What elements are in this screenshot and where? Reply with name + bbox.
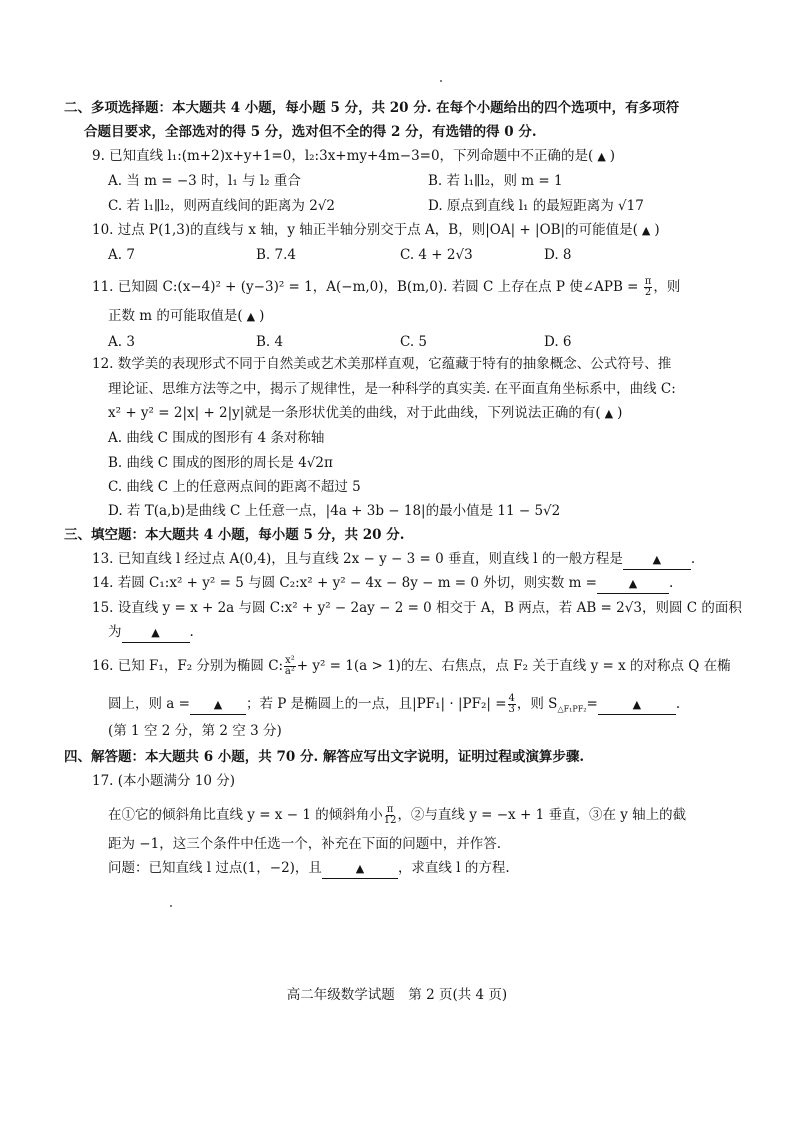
- section2-header: 二、多项选择题：本大题共 4 小题，每小题 5 分，共 20 分. 在每个小题给出的四个选项中，有多项符: [64, 100, 680, 116]
- q10-option-d: D. 8: [544, 247, 572, 263]
- q11-option-a: A. 3: [108, 334, 135, 350]
- triangle-icon: ▲: [632, 698, 642, 711]
- section3-header: 三、填空题：本大题共 4 小题，每小题 5 分，共 20 分.: [64, 527, 405, 543]
- q12-line-1: 12. 数学美的表现形式不同于自然美或艺术美那样直观，它蕴藏于特有的抽象概念、公式符号、推: [92, 356, 672, 372]
- scan-speck: [170, 905, 172, 907]
- answer-blank: [322, 859, 398, 879]
- q12-line-3: x² + y² = 2|x| + 2|y|就是一条形状优美的曲线，对于此曲线，下列说法正确的有( ▲ ): [108, 402, 622, 425]
- q12-option-a: A. 曲线 C 围成的图形有 4 条对称轴: [108, 430, 325, 446]
- answer-blank: [598, 695, 676, 715]
- q16-line-2: 圆上，则 a = ▲ ；若 P 是椭圆上的一点，且|PF₁| · |PF₂| = $\frac{4}{3}$ ，则 $S_{\triangle F_1PF_2}=$ ▲ .: [108, 693, 681, 715]
- q11-stem-post: ，则: [653, 279, 681, 295]
- answer-blank: [623, 550, 691, 570]
- q17-line-1: 在①它的倾斜角比直线 y = x − 1 的倾斜角小 $\frac{\pi}{12}$ ，②与直线 y = −x + 1 垂直，③在 y 轴上的截: [108, 804, 687, 826]
- q16-score-note: (第 1 空 2 分，第 2 空 3 分): [108, 723, 282, 739]
- question-13: 13. 已知直线 l 经过点 A(0,4)，且与直线 2x − y − 3 = 0 垂直，则直线 l 的一般方程是 ▲ .: [92, 548, 695, 570]
- q9-option-b: B. 若 l₁∥l₂，则 m = 1: [428, 173, 563, 189]
- q11-option-b: B. 4: [256, 334, 284, 350]
- q10-stem: 10. 过点 P(1,3)的直线与 x 轴，y 轴正半轴分别交于点 A，B，则|OA| + |OB|的可能值是(: [92, 222, 638, 238]
- fraction-x2-over-a2: $\frac{\text{x²}}{\text{a²}}$: [284, 655, 295, 677]
- triangle-icon: ▲: [628, 577, 638, 590]
- triangle-icon: ▲: [641, 224, 651, 237]
- q17-line-2: 距为 −1，这三个条件中任选一个，补充在下面的问题中，并作答.: [108, 836, 501, 852]
- question-10: [92, 219, 660, 242]
- q10-option-c: C. 4 + 2√3: [400, 247, 473, 263]
- q15-line-2: 为 ▲ .: [108, 621, 194, 643]
- q11-stem-cont: 正数 m 的可能取值是(: [108, 308, 243, 324]
- q9-option-a: A. 当 m = −3 时，l₁ 与 l₂ 重合: [108, 173, 301, 189]
- triangle-icon: ▲: [604, 407, 614, 420]
- page-footer: 高二年级数学试题 第 2 页(共 4 页): [286, 987, 508, 1003]
- triangle-icon: ▲: [652, 553, 662, 566]
- q10-stem-end: ): [654, 222, 660, 238]
- triangle-icon: ▲: [246, 310, 256, 323]
- q16-line-1: 16. 已知 F₁，F₂ 分别为椭圆 C: $\frac{\text{x²}}{\text{a²}}$ + y² = 1(a > 1)的左、右焦点，点 F₂ 关于直线 y = x 的对称点 Q 在椭: [92, 655, 731, 677]
- triangle-icon: ▲: [597, 150, 606, 163]
- q10-option-b: B. 7.4: [256, 247, 296, 263]
- q9-stem-end: ): [609, 148, 616, 164]
- q12-option-d: D. 若 T(a,b)是曲线 C 上任意一点，|4a + 3b − 18|的最小值是 11 − 5√2: [108, 503, 561, 519]
- question-11: [92, 276, 680, 298]
- answer-blank: [122, 623, 190, 643]
- question-11-cont: [108, 305, 264, 328]
- q15-line-1: 15. 设直线 y = x + 2a 与圆 C:x² + y² − 2ay − 2 = 0 相交于 A，B 两点，若 AB = 2√3，则圆 C 的面积: [92, 600, 742, 616]
- triangle-icon: ▲: [355, 862, 365, 875]
- answer-blank: [190, 695, 246, 715]
- section2-header-cont: 合题目要求，全部选对的得 5 分，选对但不全的得 2 分，有选错的得 0 分.: [84, 124, 537, 140]
- q12-option-b: B. 曲线 C 围成的图形的周长是 4√2π: [108, 455, 333, 471]
- section4-header: 四、解答题：本大题共 6 小题，共 70 分. 解答应写出文字说明，证明过程或演算步骤.: [64, 749, 585, 765]
- q12-line-2: 理论证、思维方法等之中，揭示了规律性，是一种科学的真实美. 在平面直角坐标系中，曲线 C:: [108, 381, 676, 397]
- q17-line-3: 问题：已知直线 l 过点(1，−2)，且 ▲ ，求直线 l 的方程.: [108, 857, 510, 879]
- q17-title: 17. (本小题满分 10 分): [92, 773, 236, 789]
- question-9: [92, 145, 615, 168]
- q11-option-d: D. 6: [544, 334, 572, 350]
- fraction-pi-over-2: $\frac{\pi}{2}$: [644, 276, 652, 298]
- answer-blank: [597, 574, 669, 594]
- q9-option-d: D. 原点到直线 l₁ 的最短距离为 √17: [428, 198, 644, 214]
- q9-option-c: C. 若 l₁∥l₂，则两直线间的距离为 2√2: [108, 198, 335, 214]
- question-14: 14. 若圆 C₁:x² + y² = 5 与圆 C₂:x² + y² − 4x − 8y − m = 0 外切，则实数 m = ▲ .: [92, 572, 673, 594]
- q11-stem-end: ): [259, 308, 265, 324]
- q10-option-a: A. 7: [108, 247, 135, 263]
- triangle-icon: ▲: [213, 698, 223, 711]
- triangle-icon: ▲: [151, 626, 160, 639]
- q12-option-c: C. 曲线 C 上的任意两点间的距离不超过 5: [108, 479, 361, 495]
- fraction-4-over-3: $\frac{4}{3}$: [508, 693, 515, 715]
- scan-speck: [440, 80, 442, 82]
- fraction-pi-over-12: $\frac{\pi}{12}$: [383, 804, 397, 826]
- q11-stem-pre: 11. 已知圆 C:(x−4)² + (y−3)² = 1，A(−m,0)，B(m,0). 若圆 C 上存在点 P 使∠APB =: [92, 279, 639, 295]
- q11-option-c: C. 5: [400, 334, 428, 350]
- q9-stem: 9. 已知直线 l₁:(m+2)x+y+1=0，l₂:3x+my+4m−3=0，下列命题中不正确的是(: [92, 148, 594, 164]
